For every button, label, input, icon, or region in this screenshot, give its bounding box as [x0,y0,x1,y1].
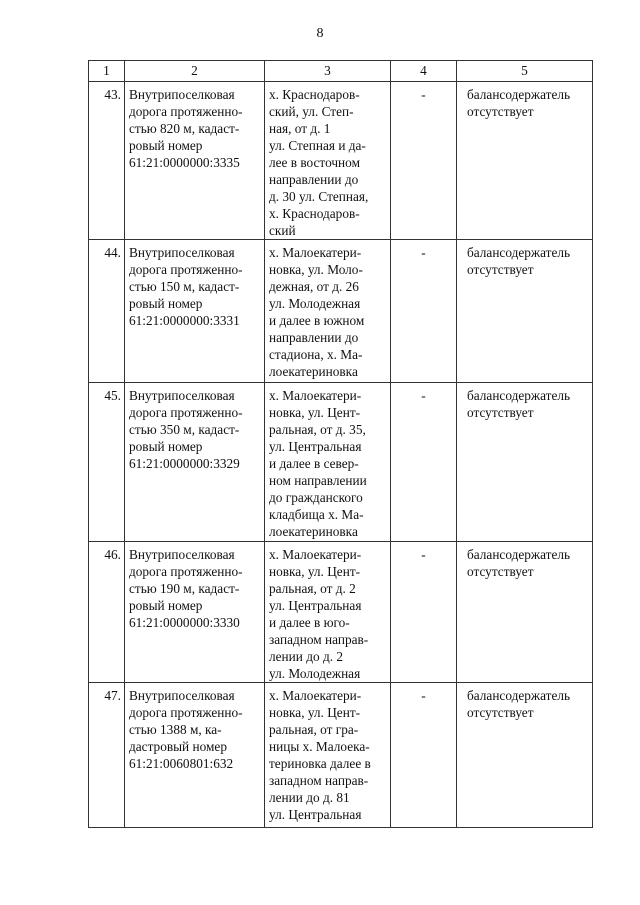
text-line: балансодержатель [467,245,571,260]
text-line: х. Краснодаров- [269,206,360,221]
col4-value: - [391,683,457,828]
text-line: отсутствует [467,262,534,277]
text-line: кладбища х. Ма- [269,507,364,522]
cadastral-number: 61:21:0000000:3329 [129,456,240,471]
text-line: и далее в южном [269,313,365,328]
cadastral-number: 61:21:0000000:3331 [129,313,240,328]
header-col-4: 4 [391,61,457,82]
text-line: направлении до [269,172,359,187]
owner-status [457,82,593,240]
text-line: дежная, от д. 26 [269,279,359,294]
cadastral-number: 61:21:0000000:3330 [129,615,240,630]
text-line: Внутрипоселковая [129,547,235,562]
text-line: отсутствует [467,405,534,420]
text-line: дорога протяженно- [129,104,243,119]
header-col-1: 1 [89,61,125,82]
text-line: западном направ- [269,773,369,788]
table-row [89,542,593,683]
text-line: и далее в север- [269,456,359,471]
row-number: 45. [89,383,125,542]
col4-value: - [391,542,457,683]
text-line: новка, ул. Цент- [269,564,361,579]
text-line: балансодержатель [467,388,571,403]
text-line: Внутрипоселковая [129,245,235,260]
text-line: ральная, от д. 35, [269,422,366,437]
text-line: лении до д. 81 [269,790,350,805]
row-number: 43. [89,82,125,240]
text-line: ул. Центральная [269,598,362,613]
text-line: ральная, от гра- [269,722,359,737]
text-line: стадиона, х. Ма- [269,347,363,362]
text-line: д. 30 ул. Степная, [269,189,369,204]
col4-value: - [391,383,457,542]
text-line: лении до д. 2 [269,649,344,664]
text-line: направлении до [269,330,359,345]
text-line: ровый номер [129,598,203,613]
text-line: дорога протяженно- [129,405,243,420]
text-line: ная, от д. 1 [269,121,331,136]
text-line: новка, ул. Цент- [269,405,361,420]
page-number: 8 [316,26,324,41]
text-line: дорога протяженно- [129,262,243,277]
table-row [89,240,593,383]
text-line: отсутствует [467,104,534,119]
text-line: отсутствует [467,564,534,579]
text-line: ул. Центральная [269,807,362,822]
text-line: стью 820 м, кадаст- [129,121,240,136]
owner-status [457,683,593,828]
text-line: ровый номер [129,439,203,454]
text-line: ул. Степная и да- [269,138,366,153]
header-col-3: 3 [265,61,391,82]
road-location [265,383,391,542]
road-location [265,240,391,383]
text-line: лоекатериновка [269,524,358,539]
header-col-2: 2 [125,61,265,82]
text-line: балансодержатель [467,688,571,703]
text-line: стью 190 м, кадаст- [129,581,240,596]
cadastral-number: 61:21:0060801:632 [129,756,234,771]
text-line: ул. Молодежная [269,666,361,681]
text-line: ул. Молодежная [269,296,361,311]
table-row [89,383,593,542]
cadastral-number: 61:21:0000000:3335 [129,155,240,170]
text-line: х. Малоекатери- [269,688,362,703]
text-line: новка, ул. Моло- [269,262,363,277]
text-line: х. Малоекатери- [269,245,362,260]
text-line: дорога протяженно- [129,705,243,720]
table-row [89,82,593,240]
text-line: стью 350 м, кадаст- [129,422,240,437]
text-line: х. Малоекатери- [269,388,362,403]
road-location [265,683,391,828]
text-line: ул. Центральная [269,439,362,454]
text-line: ровый номер [129,296,203,311]
text-line: х. Малоекатери- [269,547,362,562]
text-line: Внутрипоселковая [129,388,235,403]
text-line: лее в восточном [269,155,360,170]
table-header-row [89,61,593,82]
row-number: 47. [89,683,125,828]
text-line: х. Краснодаров- [269,87,360,102]
text-line: новка, ул. Цент- [269,705,361,720]
road-description [125,683,265,828]
register-table [88,60,593,828]
col4-value: - [391,82,457,240]
text-line: дорога протяженно- [129,564,243,579]
text-line: ровый номер [129,138,203,153]
text-line: стью 150 м, кадаст- [129,279,240,294]
text-line: териновка далее в [269,756,371,771]
text-line: балансодержатель [467,87,571,102]
road-location [265,542,391,683]
text-line: Внутрипоселковая [129,688,235,703]
text-line: ский, ул. Степ- [269,104,354,119]
text-line: западном направ- [269,632,369,647]
text-line: ский [269,223,296,238]
text-line: балансодержатель [467,547,571,562]
road-description [125,240,265,383]
road-description [125,383,265,542]
text-line: и далее в юго- [269,615,350,630]
table-row [89,683,593,828]
row-number: 46. [89,542,125,683]
row-number: 44. [89,240,125,383]
road-description [125,542,265,683]
road-location [265,82,391,240]
text-line: отсутствует [467,705,534,720]
road-description [125,82,265,240]
text-line: ральная, от д. 2 [269,581,356,596]
text-line: лоекатериновка [269,364,358,379]
text-line: стью 1388 м, ка- [129,722,222,737]
text-line: до гражданского [269,490,363,505]
col4-value: - [391,240,457,383]
text-line: Внутрипоселковая [129,87,235,102]
owner-status [457,240,593,383]
text-line: ном направлении [269,473,367,488]
owner-status [457,383,593,542]
text-line: ницы х. Малоека- [269,739,370,754]
text-line: дастровый номер [129,739,227,754]
header-col-5: 5 [457,61,593,82]
owner-status [457,542,593,683]
